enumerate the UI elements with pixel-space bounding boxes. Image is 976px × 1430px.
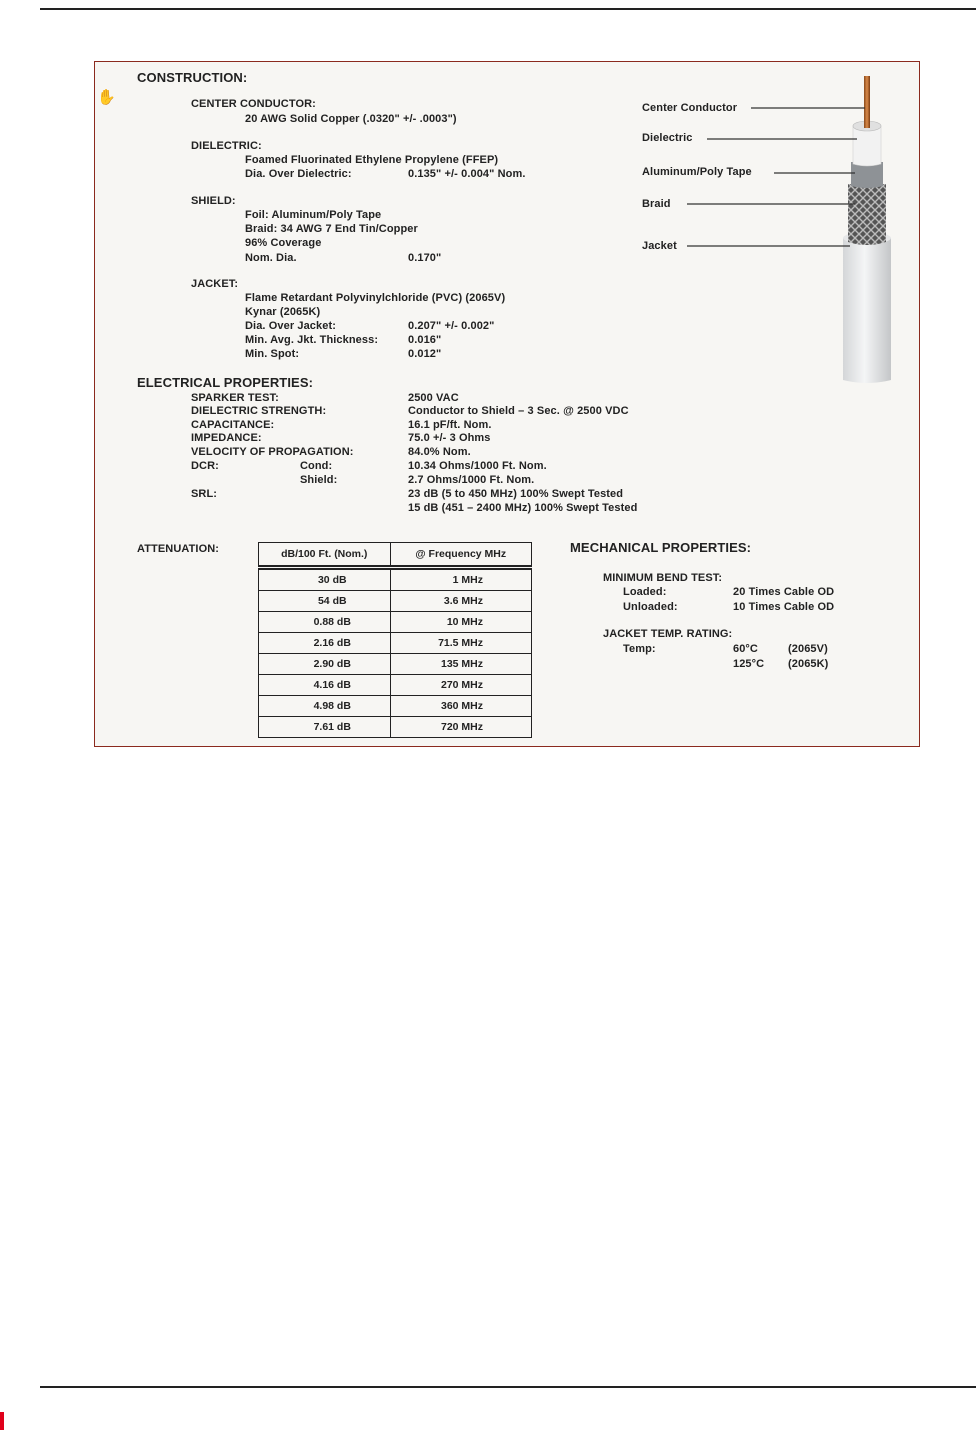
temp-label: Temp: (623, 643, 656, 655)
srl-value-1: 23 dB (5 to 450 MHz) 100% Swept Tested (408, 488, 624, 500)
shield-foil: Foil: Aluminum/Poly Tape (245, 209, 382, 221)
temp-rating-label: JACKET TEMP. RATING: (603, 628, 733, 640)
mechanical-heading: MECHANICAL PROPERTIES: (570, 540, 752, 555)
attenuation-value: 54 dB (259, 591, 391, 612)
center-conductor-label: CENTER CONDUCTOR: (191, 98, 316, 110)
frequency-value: 360 MHz (390, 696, 531, 717)
dielectric-strength-value: Conductor to Shield – 3 Sec. @ 2500 VDC (408, 405, 629, 417)
sparker-label: SPARKER TEST: (191, 392, 279, 404)
srl-value-2: 15 dB (451 – 2400 MHz) 100% Swept Tested (408, 502, 638, 514)
attenuation-header-db: dB/100 Ft. (Nom.) (259, 543, 391, 568)
shield-label: SHIELD: (191, 195, 236, 207)
attenuation-label: ATTENUATION: (137, 543, 220, 555)
jacket-dia-label: Dia. Over Jacket: (245, 320, 336, 332)
frequency-value: 720 MHz (390, 717, 531, 738)
attenuation-value: 30 dB (259, 568, 391, 591)
frequency-value: 135 MHz (390, 654, 531, 675)
attenuation-value: 2.90 dB (259, 654, 391, 675)
attenuation-value: 4.98 dB (259, 696, 391, 717)
diagram-label-center-conductor: Center Conductor (642, 102, 738, 114)
dcr-cond-label: Cond: (300, 460, 333, 472)
dcr-label: DCR: (191, 460, 219, 472)
jacket-material-2: Kynar (2065K) (245, 306, 321, 318)
table-row (259, 633, 532, 654)
jacket-thickness-label: Min. Avg. Jkt. Thickness: (245, 334, 379, 346)
sparker-value: 2500 VAC (408, 392, 459, 404)
dielectric-dia-value: 0.135" +/- 0.004" Nom. (408, 168, 526, 180)
shield-coverage: 96% Coverage (245, 237, 322, 249)
diagram-label-jacket: Jacket (642, 240, 677, 252)
attenuation-header-frequency: @ Frequency MHz (390, 543, 531, 568)
attenuation-value: 0.88 dB (259, 612, 391, 633)
electrical-heading: ELECTRICAL PROPERTIES: (137, 375, 314, 390)
temp-1-code: (2065V) (788, 643, 828, 655)
jacket-spot-label: Min. Spot: (245, 348, 300, 360)
dielectric-material: Foamed Fluorinated Ethylene Propylene (FFEP) (245, 154, 499, 166)
hand-cursor-icon: ✋ (97, 89, 116, 106)
table-row (259, 654, 532, 675)
diagram-label-braid: Braid (642, 198, 671, 210)
shield-braid: Braid: 34 AWG 7 End Tin/Copper (245, 223, 418, 235)
shield-nom-dia-label: Nom. Dia. (245, 252, 297, 264)
jacket-label: JACKET: (191, 278, 239, 290)
diagram-label-aluminum-tape: Aluminum/Poly Tape (642, 166, 752, 178)
page-edge-marker (0, 1412, 4, 1430)
temp-2-code: (2065K) (788, 658, 829, 670)
unloaded-label: Unloaded: (623, 601, 678, 613)
construction-heading: CONSTRUCTION: (137, 70, 248, 85)
table-row (259, 612, 532, 633)
frequency-value: 71.5 MHz (390, 633, 531, 654)
velocity-value: 84.0% Nom. (408, 446, 471, 458)
bend-test-label: MINIMUM BEND TEST: (603, 572, 723, 584)
table-row (259, 591, 532, 612)
table-row (259, 696, 532, 717)
diagram-label-dielectric: Dielectric (642, 132, 693, 144)
attenuation-value: 2.16 dB (259, 633, 391, 654)
jacket-thickness-value: 0.016" (408, 334, 442, 346)
unloaded-value: 10 Times Cable OD (733, 601, 835, 613)
loaded-label: Loaded: (623, 586, 667, 598)
table-row (259, 675, 532, 696)
srl-label: SRL: (191, 488, 218, 500)
attenuation-value: 4.16 dB (259, 675, 391, 696)
table-row (259, 717, 532, 738)
attenuation-value: 7.61 dB (259, 717, 391, 738)
frequency-value: 270 MHz (390, 675, 531, 696)
frequency-value: 1 MHz (390, 568, 531, 591)
footer-rule (40, 1386, 976, 1388)
capacitance-value: 16.1 pF/ft. Nom. (408, 419, 492, 431)
frequency-value: 3.6 MHz (390, 591, 531, 612)
dcr-shield-value: 2.7 Ohms/1000 Ft. Nom. (408, 474, 535, 486)
impedance-label: IMPEDANCE: (191, 432, 262, 444)
table-row (259, 568, 532, 591)
spec-sheet-image (94, 61, 920, 747)
temp-2-value: 125°C (733, 658, 765, 670)
jacket-material-1: Flame Retardant Polyvinylchloride (PVC) (2065V) (245, 292, 506, 304)
frequency-value: 10 MHz (390, 612, 531, 633)
dcr-shield-label: Shield: (300, 474, 338, 486)
temp-1-value: 60°C (733, 643, 758, 655)
dcr-cond-value: 10.34 Ohms/1000 Ft. Nom. (408, 460, 547, 472)
dielectric-dia-label: Dia. Over Dielectric: (245, 168, 352, 180)
jacket-dia-value: 0.207" +/- 0.002" (408, 320, 495, 332)
jacket-spot-value: 0.012" (408, 348, 442, 360)
capacitance-label: CAPACITANCE: (191, 419, 275, 431)
velocity-label: VELOCITY OF PROPAGATION: (191, 446, 354, 458)
dielectric-strength-label: DIELECTRIC STRENGTH: (191, 405, 327, 417)
header-rule (40, 8, 976, 10)
impedance-value: 75.0 +/- 3 Ohms (408, 432, 491, 444)
center-conductor-spec: 20 AWG Solid Copper (.0320" +/- .0003") (245, 113, 457, 125)
attenuation-table (258, 542, 532, 738)
shield-nom-dia-value: 0.170" (408, 252, 442, 264)
dielectric-label: DIELECTRIC: (191, 140, 262, 152)
loaded-value: 20 Times Cable OD (733, 586, 835, 598)
